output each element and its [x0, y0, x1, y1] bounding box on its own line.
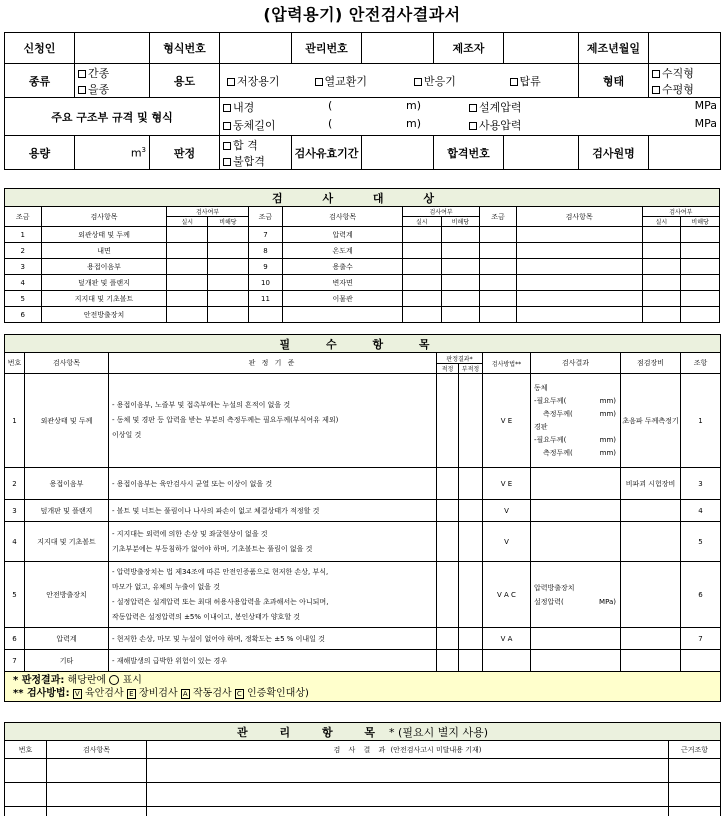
- required-clause: 5: [681, 522, 721, 562]
- table-row: [5, 374, 721, 468]
- required-col-clause: 조항: [681, 353, 721, 374]
- mgmt-cell[interactable]: [669, 759, 721, 783]
- targets-col-item-3: 검사항목: [516, 207, 642, 227]
- kind-label: 종류: [5, 64, 75, 98]
- valid-period-value[interactable]: [362, 136, 434, 170]
- mgmt-cell[interactable]: [147, 807, 669, 816]
- required-col-item: 검사항목: [25, 353, 109, 374]
- target-no: 9: [248, 259, 283, 275]
- required-detail: 동체 -필요두께( mm) 측정두께( mm) 경판 -필요두께( mm) 측정두께( mm): [531, 374, 621, 468]
- result-ng-cell[interactable]: [459, 522, 483, 562]
- table-row: [5, 500, 721, 522]
- targets-col-skip-3: 비해당: [681, 217, 720, 227]
- table-row: [5, 783, 721, 807]
- required-no: 2: [5, 468, 25, 500]
- target-do-cell[interactable]: [403, 275, 442, 291]
- targets-col-status-2: 검사여부: [403, 207, 480, 217]
- inner-dia-paren: (: [328, 98, 333, 112]
- target-no: 2: [5, 243, 42, 259]
- form-label: 형태: [579, 64, 649, 98]
- result-ng-cell[interactable]: [459, 628, 483, 650]
- table-row: [5, 807, 721, 816]
- target-no: 5: [5, 291, 42, 307]
- targets-col-order-1: 조금: [5, 207, 42, 227]
- target-skip-cell[interactable]: [208, 227, 249, 243]
- legend: * 판정결과: 해당란에 표시 ** 검사방법: V 육안검사 E 장비검사 A 작동검사 C 인증확인대상): [5, 672, 721, 702]
- targets-col-do-3: 실시: [642, 217, 681, 227]
- mgmt-title: 관 리 항 목* (필요시 별지 사용): [5, 723, 721, 741]
- required-col-ok: 적정: [437, 364, 459, 374]
- mgmt-col-basis: 근거조항: [669, 741, 721, 759]
- required-item: 덮개판 및 플랜지: [25, 500, 109, 522]
- result-ng-cell[interactable]: [459, 500, 483, 522]
- required-item: 기타: [25, 650, 109, 672]
- target-skip-cell[interactable]: [208, 259, 249, 275]
- target-item: 압력계: [283, 227, 403, 243]
- required-item: 용접이음부: [25, 468, 109, 500]
- use-label: 용도: [150, 64, 220, 98]
- table-row: [5, 291, 720, 307]
- maker-value[interactable]: [504, 33, 579, 64]
- target-do-cell[interactable]: [167, 259, 208, 275]
- target-do-cell[interactable]: [167, 307, 208, 323]
- pass-no-label: 합격번호: [434, 136, 504, 170]
- table-row: [5, 759, 721, 783]
- table-row: [5, 650, 721, 672]
- target-do-cell[interactable]: [403, 243, 442, 259]
- mgmt-no-value[interactable]: [362, 33, 434, 64]
- use-pressure-field[interactable]: 사용압력: [469, 117, 522, 133]
- targets-col-item-2: 검사항목: [283, 207, 403, 227]
- target-no: 11: [248, 291, 283, 307]
- target-item: 안전방출장치: [41, 307, 167, 323]
- mgmt-cell[interactable]: [5, 783, 47, 807]
- target-do-cell[interactable]: [167, 243, 208, 259]
- table-row: [5, 522, 721, 562]
- mgmt-cell[interactable]: [669, 783, 721, 807]
- target-skip-cell[interactable]: [208, 243, 249, 259]
- table-row: [5, 259, 720, 275]
- target-no: 4: [5, 275, 42, 291]
- form-option-1[interactable]: 수직형: [652, 65, 720, 81]
- targets-col-do-1: 실시: [167, 217, 208, 227]
- inspector-label: 검사원명: [579, 136, 649, 170]
- certification-method-badge: C: [235, 689, 244, 699]
- visual-method-badge: V: [73, 689, 82, 699]
- result-ok-cell[interactable]: [437, 374, 459, 468]
- target-no: 1: [5, 227, 42, 243]
- table-row: [5, 227, 720, 243]
- required-col-no: 번호: [5, 353, 25, 374]
- result-ok-cell[interactable]: [437, 628, 459, 650]
- result-ok-cell[interactable]: [437, 500, 459, 522]
- mgmt-cell[interactable]: [5, 759, 47, 783]
- targets-col-order-3: 조금: [480, 207, 517, 227]
- target-skip-cell[interactable]: [208, 291, 249, 307]
- targets-col-order-2: 조금: [248, 207, 283, 227]
- targets-table: [4, 188, 720, 323]
- made-date-value[interactable]: [649, 33, 721, 64]
- target-skip-cell[interactable]: [441, 275, 480, 291]
- target-no: 3: [5, 259, 42, 275]
- required-col-ng: 부적정: [459, 364, 483, 374]
- required-criteria: - 압력방출장치는 법 제34조에 따른 안전인증품으로 현저한 손상, 부식, 마모가 없고, 유체의 누출이 없을 것 - 설정압력은 설계압력 또는 최대 허용사용압력을 초과해서는 아니되며, 작동압력은 설정압력의 ±5% 이내이고, 봉인상태가 양호할 것: [109, 562, 437, 628]
- result-ng-cell[interactable]: [459, 562, 483, 628]
- target-do-cell[interactable]: [403, 291, 442, 307]
- mgmt-cell[interactable]: [47, 759, 147, 783]
- required-method: V A: [483, 628, 531, 650]
- result-ok-cell[interactable]: [437, 562, 459, 628]
- required-clause: 4: [681, 500, 721, 522]
- required-criteria: - 재해발생의 급박한 위험이 있는 경우: [109, 650, 437, 672]
- target-item: 덮개판 및 플랜지: [41, 275, 167, 291]
- required-item: 외관상태 및 두께: [25, 374, 109, 468]
- use-option-1[interactable]: 저장용기: [223, 73, 311, 89]
- required-col-criteria: 판 정 기 준: [109, 353, 437, 374]
- result-ok-cell[interactable]: [437, 522, 459, 562]
- required-criteria: - 용접이음부는 육안검사시 균열 또는 이상이 없을 것: [109, 468, 437, 500]
- inner-dia-field[interactable]: 내경: [223, 101, 254, 114]
- capacity-value[interactable]: $m^3$: [75, 136, 150, 170]
- required-no: 1: [5, 374, 25, 468]
- required-equip: 비파괴 시험장비: [621, 468, 681, 500]
- targets-col-item-1: 검사항목: [41, 207, 167, 227]
- circle-icon: [109, 675, 119, 685]
- mgmt-cell[interactable]: [5, 807, 47, 816]
- use-option-4[interactable]: 탑류: [510, 73, 570, 89]
- equipment-method-badge: E: [127, 689, 136, 699]
- target-skip-cell[interactable]: [208, 275, 249, 291]
- required-clause: 1: [681, 374, 721, 468]
- required-col-equip: 점검장비: [621, 353, 681, 374]
- mgmt-col-item: 검사항목: [47, 741, 147, 759]
- required-criteria: - 용접이음부, 노즐부 및 접촉부에는 누설의 흔적이 없을 것 - 동체 및 경판 등 압력을 받는 부분의 측정두께는 필요두께(부식여유 제외) 이상일 것: [109, 374, 437, 468]
- required-title: 필 수 항 목: [5, 335, 721, 353]
- target-skip-cell[interactable]: [441, 259, 480, 275]
- mgmt-cell[interactable]: [47, 807, 147, 816]
- mgmt-cell[interactable]: [147, 759, 669, 783]
- mgmt-col-no: 번호: [5, 741, 47, 759]
- required-clause: 6: [681, 562, 721, 628]
- required-detail: 압력방출장치 설정압력( MPa): [531, 562, 621, 628]
- target-do-cell[interactable]: [403, 259, 442, 275]
- required-clause: 7: [681, 628, 721, 650]
- judge-fail[interactable]: 불합격: [223, 153, 291, 169]
- applicant-label: 신청인: [5, 33, 75, 64]
- operation-method-badge: A: [181, 689, 190, 699]
- target-item: 용출수: [283, 259, 403, 275]
- table-row: [5, 307, 720, 323]
- page-title: (압력용기) 안전검사결과서: [263, 5, 461, 24]
- use-option-3[interactable]: 반응기: [414, 73, 506, 89]
- design-pressure-field[interactable]: 설계압력: [469, 99, 522, 115]
- target-skip-cell[interactable]: [441, 291, 480, 307]
- targets-col-status-1: 검사여부: [167, 207, 248, 217]
- applicant-value[interactable]: [75, 33, 150, 64]
- target-skip-cell[interactable]: [441, 243, 480, 259]
- result-ng-cell[interactable]: [459, 374, 483, 468]
- length-unit: m): [406, 116, 422, 130]
- target-item: 지지대 및 기초볼트: [41, 291, 167, 307]
- capacity-label: 용량: [5, 136, 75, 170]
- required-item: 안전방출장치: [25, 562, 109, 628]
- table-row: [5, 243, 720, 259]
- required-method: V: [483, 500, 531, 522]
- required-no: 3: [5, 500, 25, 522]
- required-no: 5: [5, 562, 25, 628]
- required-item: 지지대 및 기초볼트: [25, 522, 109, 562]
- required-clause: 3: [681, 468, 721, 500]
- inspector-value[interactable]: [649, 136, 721, 170]
- required-equip: 초음파 두께측정기: [621, 374, 681, 468]
- required-no: 4: [5, 522, 25, 562]
- form-option-2[interactable]: 수평형: [652, 81, 720, 97]
- mgmt-cell[interactable]: [669, 807, 721, 816]
- made-date-label: 제조년월일: [579, 33, 649, 64]
- target-no: 7: [248, 227, 283, 243]
- target-item: 온도계: [283, 243, 403, 259]
- use-option-2[interactable]: 열교환기: [315, 73, 411, 89]
- header-table: [4, 32, 721, 170]
- required-item: 압력계: [25, 628, 109, 650]
- required-method: V: [483, 522, 531, 562]
- required-no: 6: [5, 628, 25, 650]
- judge-pass[interactable]: 합 격: [223, 137, 291, 153]
- length-field[interactable]: 동체길이: [223, 119, 276, 132]
- required-no: 7: [5, 650, 25, 672]
- table-row: [5, 628, 721, 650]
- maker-label: 제조자: [434, 33, 504, 64]
- target-do-cell[interactable]: [403, 227, 442, 243]
- mgmt-col-result: 검 사 결 과 (안전검사고시 미달내용 기재): [147, 741, 669, 759]
- mgmt-no-label: 관리번호: [292, 33, 362, 64]
- result-ok-cell[interactable]: [437, 650, 459, 672]
- design-pressure-unit: MPa: [694, 98, 717, 112]
- target-item: 변자면: [283, 275, 403, 291]
- target-item: 이물관: [283, 291, 403, 307]
- target-skip-cell[interactable]: [441, 227, 480, 243]
- target-skip-cell[interactable]: [208, 307, 249, 323]
- table-row: [5, 562, 721, 628]
- use-pressure-unit: MPa: [694, 116, 717, 130]
- kind-option-2[interactable]: 을종: [78, 81, 149, 97]
- kind-option-1[interactable]: 간종: [78, 65, 149, 81]
- targets-title: 검 사 대 상: [5, 189, 720, 207]
- target-item: 내면: [41, 243, 167, 259]
- target-do-cell[interactable]: [167, 227, 208, 243]
- target-no: 10: [248, 275, 283, 291]
- required-criteria: - 볼트 및 너트는 풀림이나 나사의 파손이 없고 체결상태가 적정할 것: [109, 500, 437, 522]
- model-no-label: 형식번호: [150, 33, 220, 64]
- required-col-detail: 검사결과: [531, 353, 621, 374]
- mgmt-table: [4, 722, 721, 816]
- targets-col-do-2: 실시: [403, 217, 442, 227]
- targets-col-skip-1: 비해당: [208, 217, 249, 227]
- target-do-cell[interactable]: [167, 291, 208, 307]
- result-ng-cell[interactable]: [459, 650, 483, 672]
- targets-col-skip-2: 비해당: [441, 217, 480, 227]
- target-item: 용접이음부: [41, 259, 167, 275]
- target-item: 외관상태 및 두께: [41, 227, 167, 243]
- table-row: [5, 468, 721, 500]
- required-method: V E: [483, 468, 531, 500]
- result-ok-cell[interactable]: [437, 468, 459, 500]
- required-method: V A C: [483, 562, 531, 628]
- required-criteria: - 현저한 손상, 마모 및 누설이 없어야 하며, 정확도는 ±5 % 이내일 것: [109, 628, 437, 650]
- mgmt-cell[interactable]: [147, 783, 669, 807]
- judge-label: 판정: [150, 136, 220, 170]
- target-do-cell[interactable]: [167, 275, 208, 291]
- model-no-value[interactable]: [220, 33, 292, 64]
- required-criteria: - 지지대는 외력에 의한 손상 및 좌굴현상이 없을 것 기초부분에는 부등침하가 없어야 하며, 기초볼트는 풀림이 없을 것: [109, 522, 437, 562]
- mgmt-cell[interactable]: [47, 783, 147, 807]
- length-paren: (: [328, 116, 333, 130]
- required-col-result: 판정결과*: [437, 353, 483, 364]
- required-col-method: 검사방법**: [483, 353, 531, 374]
- required-table: [4, 334, 721, 702]
- inner-dia-unit: m): [406, 98, 422, 112]
- targets-col-status-3: 검사여부: [642, 207, 719, 217]
- pass-no-value[interactable]: [504, 136, 579, 170]
- table-row: [5, 275, 720, 291]
- required-method: V E: [483, 374, 531, 468]
- target-no: 8: [248, 243, 283, 259]
- result-ng-cell[interactable]: [459, 468, 483, 500]
- spec-label: 주요 구조부 규격 및 형식: [5, 98, 220, 136]
- valid-period-label: 검사유효기간: [292, 136, 362, 170]
- target-no: 6: [5, 307, 42, 323]
